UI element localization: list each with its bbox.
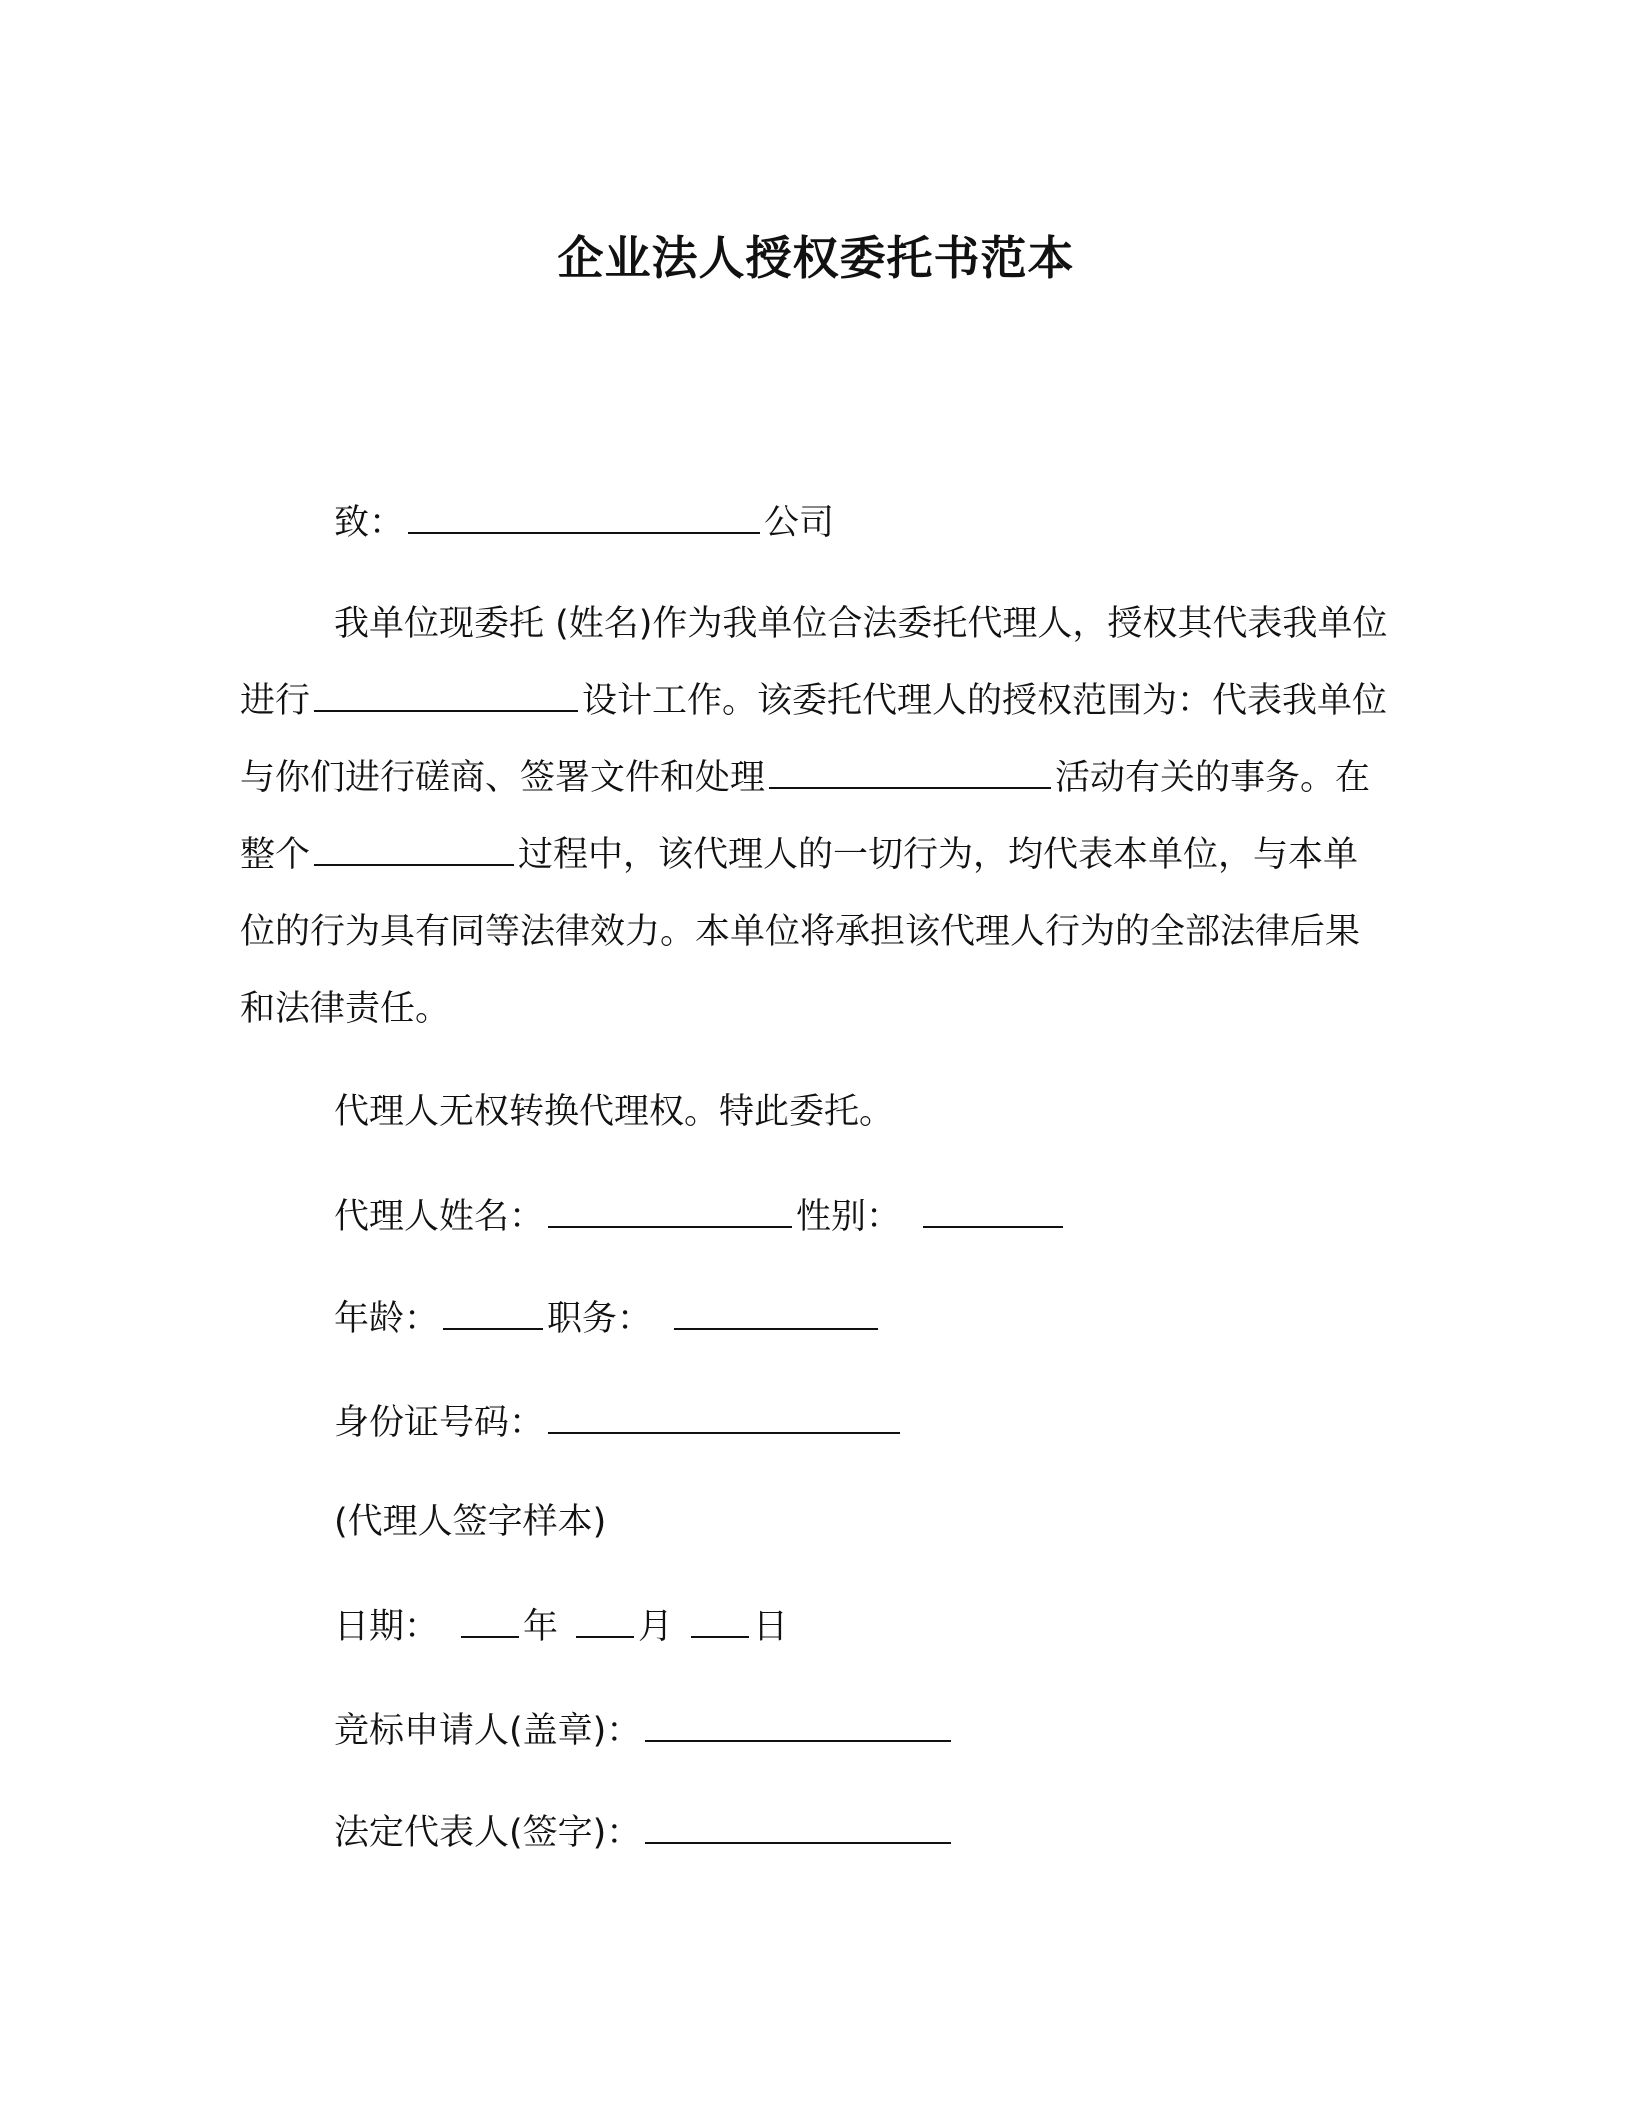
age-label: 年龄：: [334, 1299, 440, 1339]
process-blank[interactable]: [314, 834, 514, 866]
company-blank[interactable]: [408, 498, 760, 534]
date-line: [334, 1602, 788, 1649]
authorization-paragraph: [240, 586, 1392, 1048]
legal-rep-signature-blank[interactable]: [645, 1808, 951, 1844]
gender-blank[interactable]: [923, 1192, 1063, 1228]
year-blank[interactable]: [461, 1602, 519, 1638]
document-title: 企业法人授权委托书范本: [557, 231, 1075, 285]
age-position-line: [334, 1294, 882, 1341]
gender-label: 性别：: [796, 1197, 902, 1237]
id-number-line: [334, 1398, 904, 1445]
design-work-blank[interactable]: [314, 680, 578, 712]
bidder-label: 竞标申请人(盖章)：: [334, 1711, 642, 1751]
position-label: 职务：: [547, 1299, 653, 1339]
addressee-prefix: 致：: [334, 503, 405, 543]
statement-line: 代理人无权转换代理权。特此委托。: [334, 1092, 895, 1132]
body-text-2: 设计工作。该委托代理人的授权范围为：代表我单位与你们进行磋商、签署文件和处理: [240, 681, 1388, 798]
day-label: 日: [753, 1607, 789, 1647]
day-blank[interactable]: [691, 1602, 749, 1638]
date-label: 日期：: [334, 1607, 440, 1647]
year-label: 年: [523, 1607, 559, 1647]
addressee-line: [334, 498, 834, 545]
legal-rep-line: [334, 1808, 955, 1855]
bidder-seal-blank[interactable]: [645, 1706, 951, 1742]
id-number-blank[interactable]: [548, 1398, 900, 1434]
id-label: 身份证号码：: [334, 1403, 545, 1443]
month-label: 月: [638, 1607, 674, 1647]
addressee-suffix: 公司: [764, 503, 835, 543]
agent-name-line: [334, 1192, 1067, 1239]
bidder-line: [334, 1706, 955, 1753]
legal-rep-label: 法定代表人(签字)：: [334, 1813, 642, 1853]
age-blank[interactable]: [443, 1294, 543, 1330]
month-blank[interactable]: [576, 1602, 634, 1638]
agent-name-blank[interactable]: [548, 1192, 792, 1228]
activity-blank[interactable]: [769, 757, 1051, 789]
agent-name-label: 代理人姓名：: [334, 1197, 545, 1237]
signature-sample: (代理人签字样本): [334, 1502, 607, 1542]
body-text-3: 活动有关的事务。在整个: [240, 758, 1371, 875]
position-blank[interactable]: [674, 1294, 878, 1330]
body-text-4: 过程中，该代理人的一切行为，均代表本单位，与本单位的行为具有同等法律效力。本单位将承担该代理人行为的全部法律后果和法律责任。: [240, 835, 1361, 1029]
body-text-1: 我单位现委托 (姓名)作为我单位合法委托代理人，授权其代表我单位进行: [240, 604, 1388, 721]
